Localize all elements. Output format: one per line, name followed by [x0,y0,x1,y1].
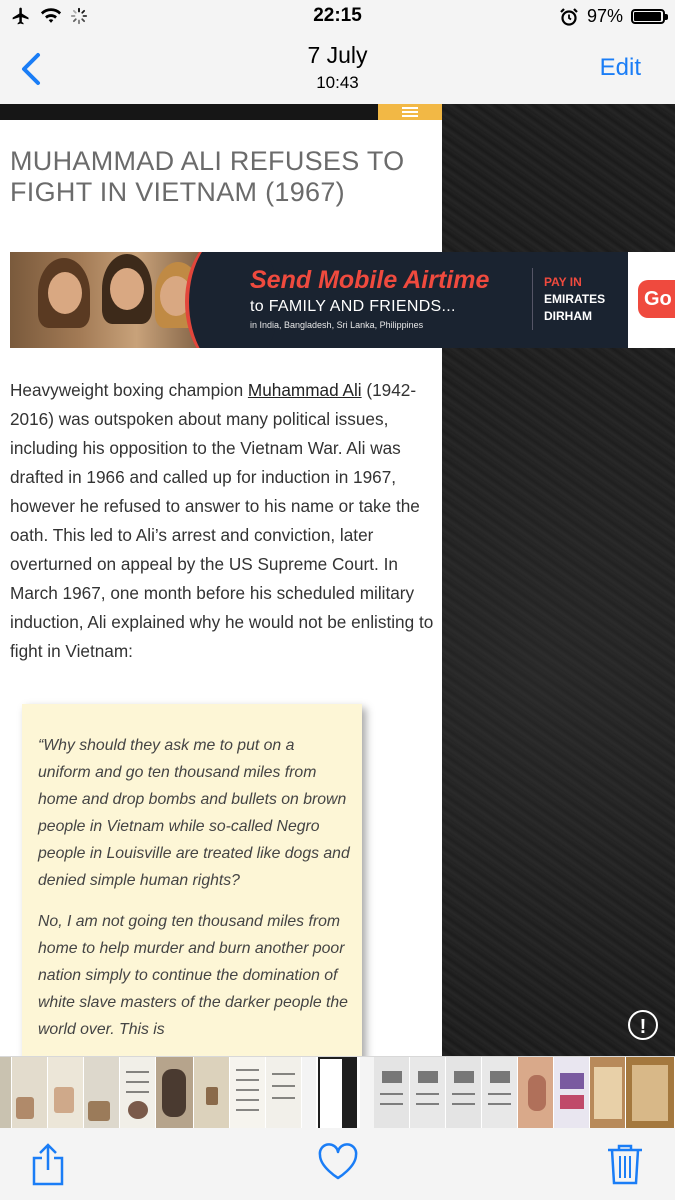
nav-title [0,42,675,93]
thumbnail[interactable] [410,1057,446,1129]
share-icon [28,1142,68,1186]
ad-currency-line1: EMIRATES [544,292,606,306]
article-title: MUHAMMAD ALI REFUSES TO FIGHT IN VIETNAM (1967) [10,146,405,207]
thumbnail[interactable] [84,1057,120,1129]
thumbnail-current[interactable] [318,1056,358,1129]
ad-banner [10,252,675,348]
heart-icon [316,1142,360,1182]
status-bar [0,0,675,34]
photo-time: 10:43 [316,73,359,92]
ad-pay-in: PAY IN [544,275,582,289]
article-body [10,376,438,666]
thumbnail[interactable] [554,1057,590,1129]
ad-smallprint: in India, Bangladesh, Sri Lanka, Philippines [250,320,424,330]
ad-pay-block [544,274,605,325]
info-button[interactable] [628,1010,658,1040]
thumbnail-strip[interactable] [0,1056,675,1129]
status-right [559,6,665,27]
info-icon: ! [639,1016,647,1038]
thumbnail[interactable] [374,1057,410,1129]
thumbnail[interactable] [230,1057,266,1129]
thumbnail[interactable] [156,1057,194,1129]
battery-level [634,12,661,21]
quote-text [38,732,350,1056]
trash-icon [605,1142,645,1186]
ad-divider [532,268,533,330]
thumbnail[interactable] [626,1057,675,1129]
battery-percentage: 97% [586,6,623,26]
ad-logo-box [628,252,675,348]
thumbnail[interactable] [194,1057,230,1129]
quote-box [22,704,362,1056]
nav-bar [0,34,675,105]
alarm-icon [559,7,579,27]
edit-button[interactable]: Edit [599,54,641,81]
page-header-strip [0,104,442,120]
thumbnail[interactable] [0,1057,12,1129]
thumbnail[interactable] [482,1057,518,1129]
quote-paragraph-1: “Why should they ask me to put on a uniform and go ten thousand miles from home and drop bombs and bullets on brown people in Vietnam while so-called Negro people in Louisville are treated like dogs and denied simple human rights? [38,737,350,889]
thumbnail[interactable] [590,1057,626,1129]
delete-button[interactable] [605,1142,649,1186]
article-text-rest: (1942-2016) was outspoken about many political issues, including his opposition to the Vietnam War. Ali was drafted in 1966 and called up for induction in 1967, however he refused to answer to his name or take the oath. This led to Ali’s arrest and conviction, later overturned on appeal by the US Supreme Court. In March 1967, one month before his scheduled military induction, Ali explained why he would not be enlisting to fight in Vietnam: [10,380,434,661]
ad-headline: Send Mobile Airtime [250,266,490,294]
ad-logo: Go [638,280,675,318]
bottom-toolbar [0,1128,675,1200]
article-text-start: Heavyweight boxing champion [10,380,248,400]
battery-icon [631,9,665,24]
thumbnail[interactable] [446,1057,482,1129]
thumbnail[interactable] [48,1057,84,1129]
thumbnail[interactable] [266,1057,302,1129]
photo-viewer[interactable] [0,104,675,1056]
ad-currency-line2: DIRHAM [544,309,592,323]
share-button[interactable] [28,1142,72,1186]
favorite-button[interactable] [316,1142,360,1186]
muhammad-ali-link: Muhammad Ali [247,380,362,400]
status-time: 22:15 [313,5,362,26]
quote-paragraph-2: No, I am not going ten thousand miles from home to help murder and burn another poor nation simply to continue the domination of white slave masters of the darker people the world over. This is [38,913,348,1038]
thumbnail[interactable] [518,1057,554,1129]
hamburger-menu-icon [378,104,442,120]
photo-date: 7 July [307,42,368,68]
thumbnail[interactable] [120,1057,156,1129]
thumbnail[interactable] [12,1057,48,1129]
ad-subline: to FAMILY AND FRIENDS... [250,298,456,315]
